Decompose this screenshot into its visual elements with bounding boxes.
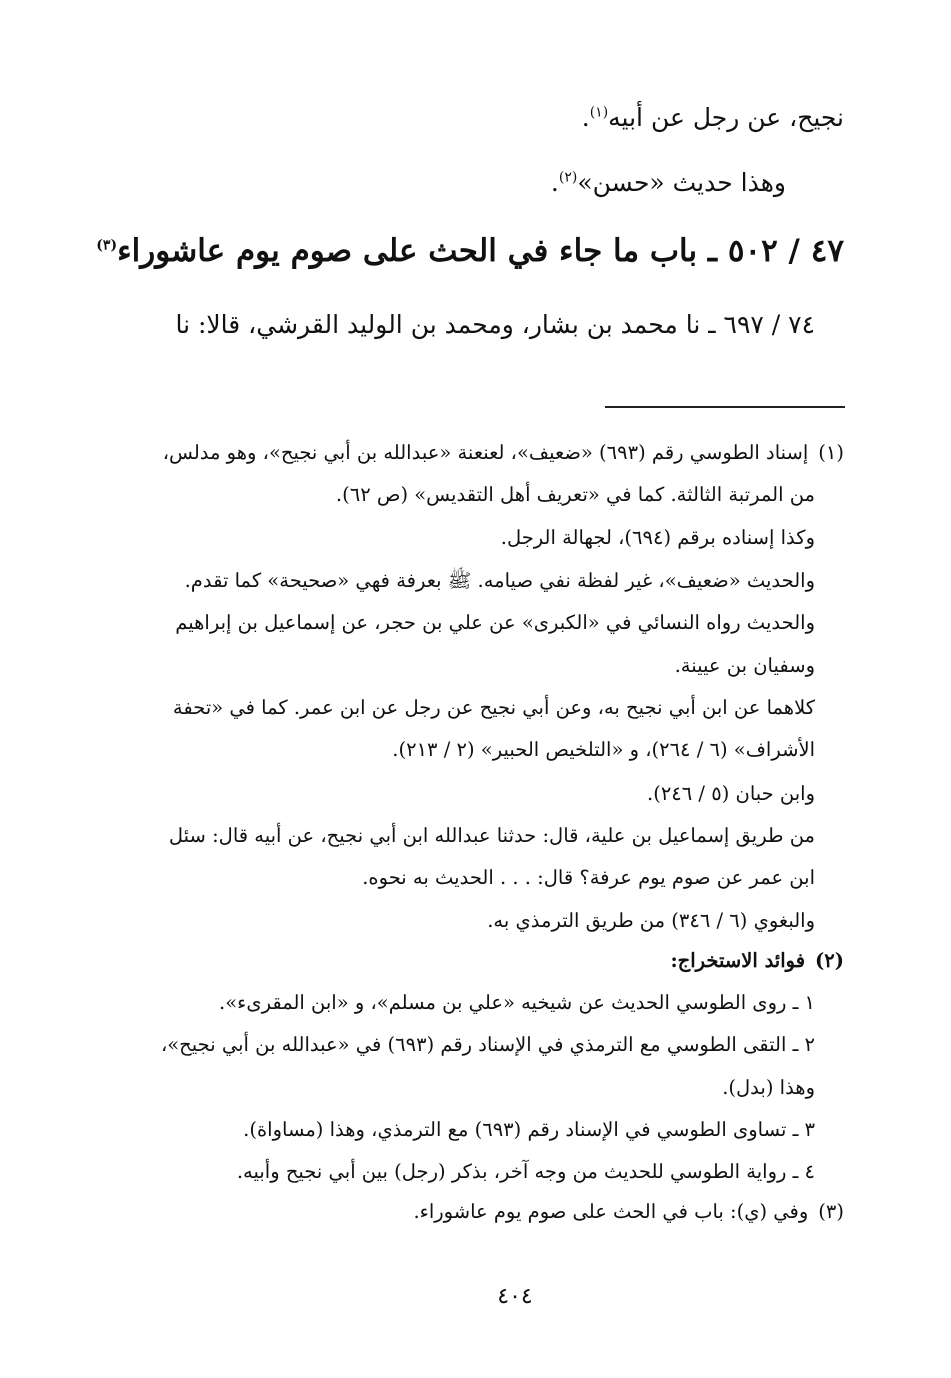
footnote-1-line-6: وسفيان بن عيينة. bbox=[674, 654, 815, 677]
body-line-1 bbox=[582, 103, 844, 132]
footnote-2-item-1: ١ ـ روى الطوسي الحديث عن شيخيه «علي بن مسلم»، و «ابن المقرىء». bbox=[219, 991, 815, 1014]
footnote-ref-1[interactable]: (١) bbox=[589, 104, 609, 121]
footnote-1-text: إسناد الطوسي رقم (٦٩٣) «ضعيف»، لعنعنة «عبدالله بن أبي نجيح»، وهو مدلس، bbox=[162, 441, 809, 464]
footnote-3-number: (٣) bbox=[818, 1200, 844, 1223]
footnote-1-line-8: الأشراف» (٦ / ٢٦٤)، و «التلخيص الحبير» (٢ / ٢١٣). bbox=[392, 738, 815, 761]
body-line-2 bbox=[551, 168, 786, 197]
footnote-1-line-12: والبغوي (٦ / ٣٤٦) من طريق الترمذي به. bbox=[487, 909, 815, 932]
footnote-1-number: (١) bbox=[818, 441, 844, 464]
footnote-1-line-11: ابن عمر عن صوم يوم عرفة؟ قال: . . . الحديث به نحوه. bbox=[362, 866, 815, 889]
footnote-2-item-2: ٢ ـ التقى الطوسي مع الترمذي في الإسناد رقم (٦٩٣) في «عبدالله بن أبي نجيح»، bbox=[160, 1033, 815, 1056]
footnote-1-line-4: والحديث «ضعيف»، غير لفظة نفي صيامه. ﷺ بعرفة فهي «صحيحة» كما تقدم. bbox=[184, 569, 815, 592]
footnote-2-item-2-cont: وهذا (بدل). bbox=[722, 1076, 815, 1099]
footnote-2-item-4: ٤ ـ رواية الطوسي للحديث من وجه آخر، بذكر (رجل) بين أبي نجيح وأبيه. bbox=[236, 1160, 815, 1183]
footnote-ref-2[interactable]: (٢) bbox=[558, 169, 578, 186]
footnote-1-line-10: من طريق إسماعيل بن علية، قال: حدثنا عبدالله ابن أبي نجيح، عن أبيه قال: سئل bbox=[168, 824, 815, 847]
footnote-3-text: وفي (ي): باب في الحث على صوم يوم عاشوراء. bbox=[413, 1200, 809, 1223]
footnote-2-item-3: ٣ ـ تساوى الطوسي في الإسناد رقم (٦٩٣) مع الترمذي، وهذا (مساواة). bbox=[243, 1118, 815, 1141]
footnote-1-line-3: وكذا إسناده برقم (٦٩٤)، لجهالة الرجل. bbox=[500, 526, 815, 549]
footnote-2-title bbox=[670, 949, 844, 972]
body-line-2-text: وهذا حديث «حسن» bbox=[577, 168, 786, 197]
footnote-1-line-1 bbox=[163, 441, 844, 464]
footnote-1-line-5: والحديث رواه النسائي في «الكبرى» عن علي بن حجر، عن إسماعيل بن إبراهيم bbox=[175, 611, 815, 634]
footnote-2-title-text: فوائد الاستخراج: bbox=[670, 949, 806, 972]
footnote-1-line-7: كلاهما عن ابن أبي نجيح به، وعن أبي نجيح عن رجل عن ابن عمر. كما في «تحفة bbox=[172, 696, 815, 719]
body-line-1-end: . bbox=[581, 103, 590, 132]
footnote-3 bbox=[413, 1200, 844, 1223]
footnote-divider bbox=[605, 406, 845, 408]
body-line-1-text: نجيح، عن رجل عن أبيه bbox=[608, 103, 844, 132]
page-number: ٤٠٤ bbox=[497, 1284, 533, 1309]
footnote-2-number: (٢) bbox=[815, 949, 844, 972]
footnote-1-line-2: من المرتبة الثالثة. كما في «تعريف أهل التقديس» (ص ٦٢). bbox=[335, 483, 815, 506]
chapter-heading-text: ٤٧ / ٥٠٢ ـ باب ما جاء في الحث على صوم يوم عاشوراء bbox=[117, 233, 844, 269]
body-line-2-end: . bbox=[550, 168, 559, 197]
chapter-heading bbox=[96, 233, 844, 269]
footnote-ref-3[interactable]: (٣) bbox=[96, 237, 118, 254]
body-line-3: ٧٤ / ٦٩٧ ـ نا محمد بن بشار، ومحمد بن الوليد القرشي، قالا: نا bbox=[175, 310, 815, 339]
footnote-1-line-9: وابن حبان (٥ / ٢٤٦). bbox=[647, 782, 815, 805]
